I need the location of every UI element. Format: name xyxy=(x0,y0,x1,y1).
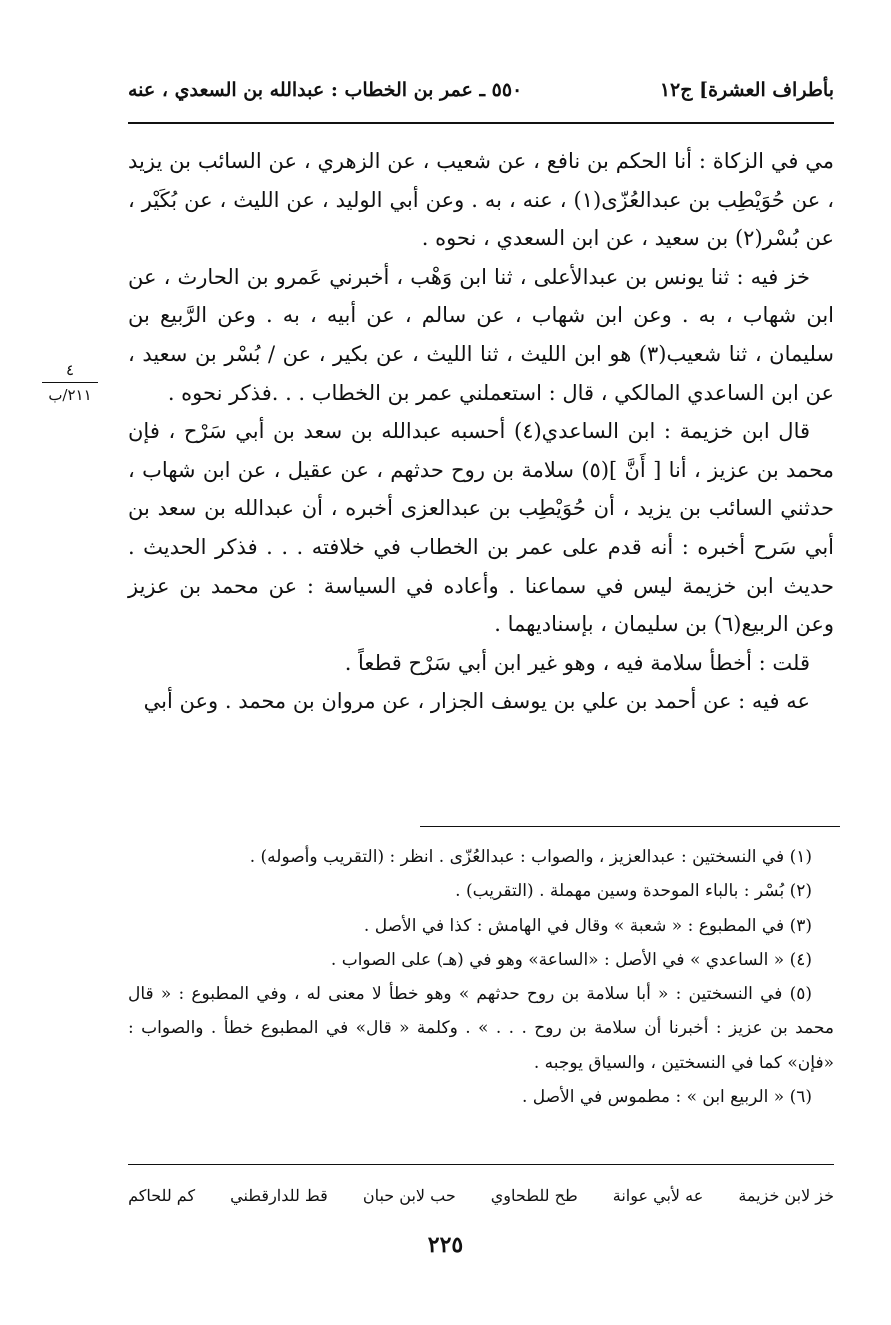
main-text xyxy=(128,142,834,721)
abbreviation: خز لابن خزيمة xyxy=(738,1185,834,1205)
abbreviation: كم للحاكم xyxy=(128,1185,196,1205)
running-header xyxy=(128,72,834,108)
paragraph: قلت : أخطأ سلامة فيه ، وهو غير ابن أبي سَرْح قطعاً . xyxy=(344,650,810,675)
paragraph: عه فيه : عن أحمد بن علي بن يوسف الجزار ، عن مروان بن محمد . وعن أبي xyxy=(143,689,810,714)
paragraph: خز فيه : ثنا يونس بن عبدالأعلى ، ثنا ابن وَهْب ، أخبرني عَمرو بن الحارث ، عن ابن شهاب ، به . وعن ابن شهاب ، عن سالم ، عن أبيه ، به . وعن الرَّبيع بن سليمان ، ثنا شعيب(٣) هو ابن الليث ، ثنا الليث ، عن بكير ، عن / بُسْر بن سعيد ، عن ابن الساعدي المالكي ، قال : استعملني عمر بن الخطاب . . .فذكر نحوه . xyxy=(128,264,834,405)
footnote: (٦) « الربيع ابن » : مطموس في الأصل . xyxy=(521,1087,812,1108)
header-rule xyxy=(128,122,834,124)
manuscript-folio-note xyxy=(30,360,110,405)
abbreviation: حب لابن حبان xyxy=(362,1185,456,1205)
folio-reference: ٢١١/ب xyxy=(48,386,92,404)
header-entry-title: ٥٥٠ ـ عمر بن الخطاب : عبدالله بن السعدي ، عنه xyxy=(128,79,523,101)
header-volume: بأطراف العشرة] ج١٢ xyxy=(659,79,834,101)
paragraph: مي في الزكاة : أنا الحكم بن نافع ، عن شعيب ، عن الزهري ، عن السائب بن يزيد ، عن حُوَيْطِب بن عبدالعُزّى(١) ، عنه ، به . وعن أبي الوليد ، عن الليث ، عن بُكَيْر ، عن بُسْر(٢) بن سعيد ، عن ابن السعدي ، نحوه . xyxy=(128,149,834,251)
abbreviation: قط للدارقطني xyxy=(230,1185,328,1205)
page-number: ٢٢٥ xyxy=(427,1232,464,1258)
footnotes xyxy=(128,840,834,1114)
footnote: (١) في النسختين : عبدالعزيز ، والصواب : عبدالعُزّى . انظر : (التقريب وأصوله) . xyxy=(249,847,812,867)
footnote: (٥) في النسختين : « أبا سلامة بن روح حدثهم » وهو خطأ لا معنى له ، وفي المطبوع : « قال محمد بن عزيز : أخبرنا أن سلامة بن روح . . . » . وكلمة « قال» في المطبوع خطأ . والصواب : «فإن» كما في النسختين ، والسياق يوجبه . xyxy=(128,984,834,1073)
folio-number: ٤ xyxy=(42,360,98,383)
footnotes-rule xyxy=(420,826,840,827)
footnote: (٢) بُسْر : بالباء الموحدة وسين مهملة . (التقريب) . xyxy=(455,881,812,902)
abbreviations-rule xyxy=(128,1164,834,1165)
abbreviations-key xyxy=(128,1180,834,1210)
abbreviation: عه لأبي عوانة xyxy=(612,1185,704,1205)
abbreviation: طح للطحاوي xyxy=(490,1185,578,1205)
paragraph: قال ابن خزيمة : ابن الساعدي(٤) أحسبه عبدالله بن سعد بن أبي سَرْح ، فإن محمد بن عزيز ، أنا [ أَنَّ ](٥) سلامة بن روح حدثهم ، عن عقيل ، عن ابن شهاب ، حدثني السائب بن يزيد ، أن حُوَيْطِب بن عبدالعزى أخبره ، أن عبدالله بن سعد بن أبي سَرح أخبره : أنه قدم على عمر بن الخطاب في خلافته . . . فذكر الحديث . حديث ابن خزيمة ليس في سماعنا . وأعاده في السياسة : عن محمد بن عزيز وعن الربيع(٦) بن سليمان ، بإسناديهما . xyxy=(128,419,834,637)
footnote: (٣) في المطبوع : « شعبة » وقال في الهامش : كذا في الأصل . xyxy=(363,915,812,936)
footnote: (٤) « الساعدي » في الأصل : «الساعة» وهو في (هـ) على الصواب . xyxy=(330,949,812,970)
